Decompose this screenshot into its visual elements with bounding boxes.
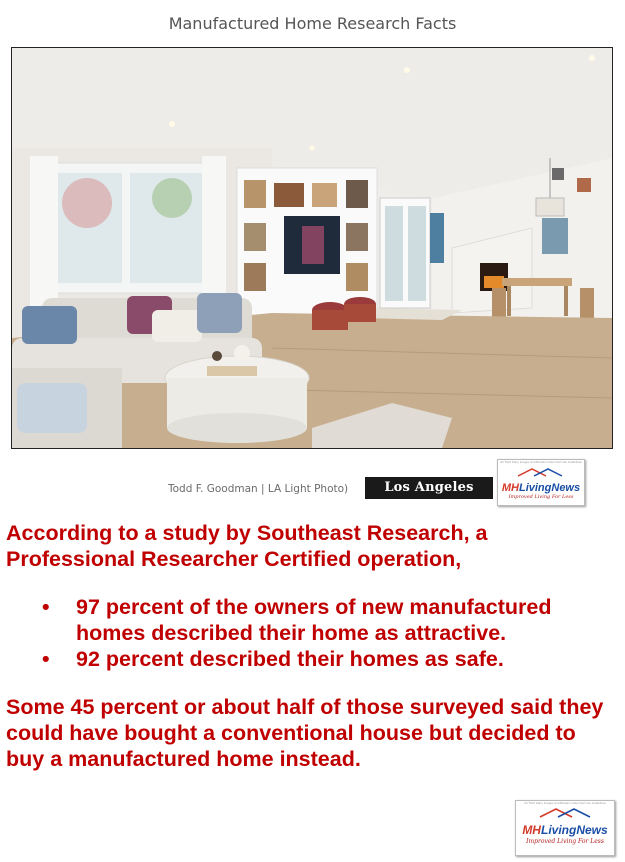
mhlivingnews-logo-footer: All Third Party Images and Brands Under Fair Use Guidelines MHLivingNews Improved Living For Less: [515, 800, 615, 856]
photo-credit: Todd F. Goodman | LA Light Photo): [168, 483, 349, 495]
list-item: • 97 percent of the owners of new manufactured homes described their home as attractive.: [42, 595, 552, 645]
outro-paragraph: Some 45 percent or about half of those surveyed said they could have bought a conventional house but decided to buy a manufactured home instead.: [6, 695, 604, 771]
roof-icon: [516, 806, 614, 818]
roof-icon: [498, 467, 584, 477]
page-title: Manufactured Home Research Facts: [168, 14, 457, 33]
los-angeles-times-logo: Los Angeles Times: [365, 477, 493, 499]
list-item: • 92 percent described their homes as safe.: [42, 647, 504, 671]
research-facts: [6, 520, 618, 772]
photo-credit-row: [0, 460, 625, 517]
mhlivingnews-logo: All Third Party Images and Brands Under Fair Use Guidelines MHLivingNews Improved Living For Less: [497, 459, 585, 506]
facts-list: [6, 594, 618, 672]
living-room-photo: [11, 47, 613, 449]
intro-paragraph: According to a study by Southeast Research, a Professional Researcher Certified operation,: [6, 521, 488, 571]
